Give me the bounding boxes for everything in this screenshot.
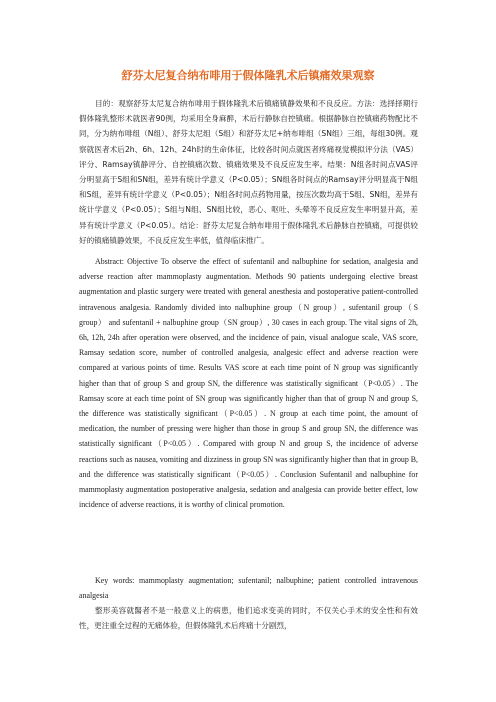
body-paragraph: 整形美容就醫者不是一般意义上的病患，他们追求变美的同时，不仅关心手术的安全性和有效性，更注重全过程的无痛体验，但假体隆乳术后疼痛十分剧烈，	[79, 606, 418, 631]
abstract-chinese: 目的：观察舒芬太尼复合纳布啡用于假体隆乳术后镇痛镇静效果和不良反应。方法：选择择期行假体隆乳整形术就医者90例，均采用全身麻醉，术后行静脉自控镇痛。根据静脉自控镇痛药物配比不同，分为纳布啡组（N组）、舒芬太尼组（S组）和舒芬太尼+纳布啡组（SN组）三组，每组30例。观察就医者术后2h、6h、12h、24h时的生命体征，比较各时间点就医者疼痛视觉模拟评分法（VAS）评分、Ramsay镇静评分、自控镇痛次数、镇痛效果及不良反应发生率。结果：N组各时间点VAS评分明显高于S组和SN组，差异有统计学意义（P<0.05）；SN组各时间点的Ramsay评分明显高于N组和S组，差异有统计学意义（P<0.05）；N组各时间点药物用量，按压次数均高于S组、SN组，差异有统计学意义（P<0.05）；S组与N组、SN组比较，恶心、呕吐、头晕等不良反应发生率明显升高，差异有统计学意义（P<0.05）。结论：舒芬太尼复合纳布啡用于假体隆乳术后静脉自控镇痛，可提供较好的镇痛镇静效果，不良反应发生率低，值得临床推广。	[79, 99, 418, 245]
abstract-english: Abstract: Objective To observe the effect of sufentanil and nalbuphine for sedation, analgesia and adverse reaction after mammoplasty augmentation. Methods 90 patients undergoing elective breast augmentation and plastic surgery were treated with general anesthesia and postoperative patient-controlled intravenous analgesia. Randomly divided into nalbuphine group（N group）, sufentanil group（S group） and sufentanil + nalbuphine group（SN group）, 30 cases in each group. The vital signs of 2h, 6h, 12h, 24h after operation were observed, and the incidence of pain, visual analogue scale, VAS score, Ramsay sedation score, number of controlled analgesia, analgesic effect and adverse reaction were compared at various points of time. Results VAS score at each time point of N group was significantly higher than that of group S and group SN, the difference was statistically significant（P<0.05）. The Ramsay score at each time point of SN group was significantly higher than that of group N and group S, the difference was statistically significant（P<0.05）. N group at each time point, the amount of medication, the number of pressing were higher than those in group S and group SN, the difference was statistically significant（P<0.05）. Compared with group N and group S, the incidence of adverse reactions such as nausea, vomiting and dizziness in group SN was significantly higher than that in group B, and the difference was statistically significant（P<0.05）. Conclusion Sufentanil and nalbuphine for mammoplasty augmentation postoperative analgesia, sedation and analgesia can provide better effect, low incidence of adverse reactions, it is worthy of clinical promotion.	[79, 257, 419, 510]
paper-title: 舒芬太尼复合纳布啡用于假体隆乳术后镇痛效果观察	[121, 69, 375, 82]
keywords: Key words: mammoplasty augmentation; sufentanil; nalbuphine; patient controlled intravenous analgesia	[79, 576, 418, 601]
